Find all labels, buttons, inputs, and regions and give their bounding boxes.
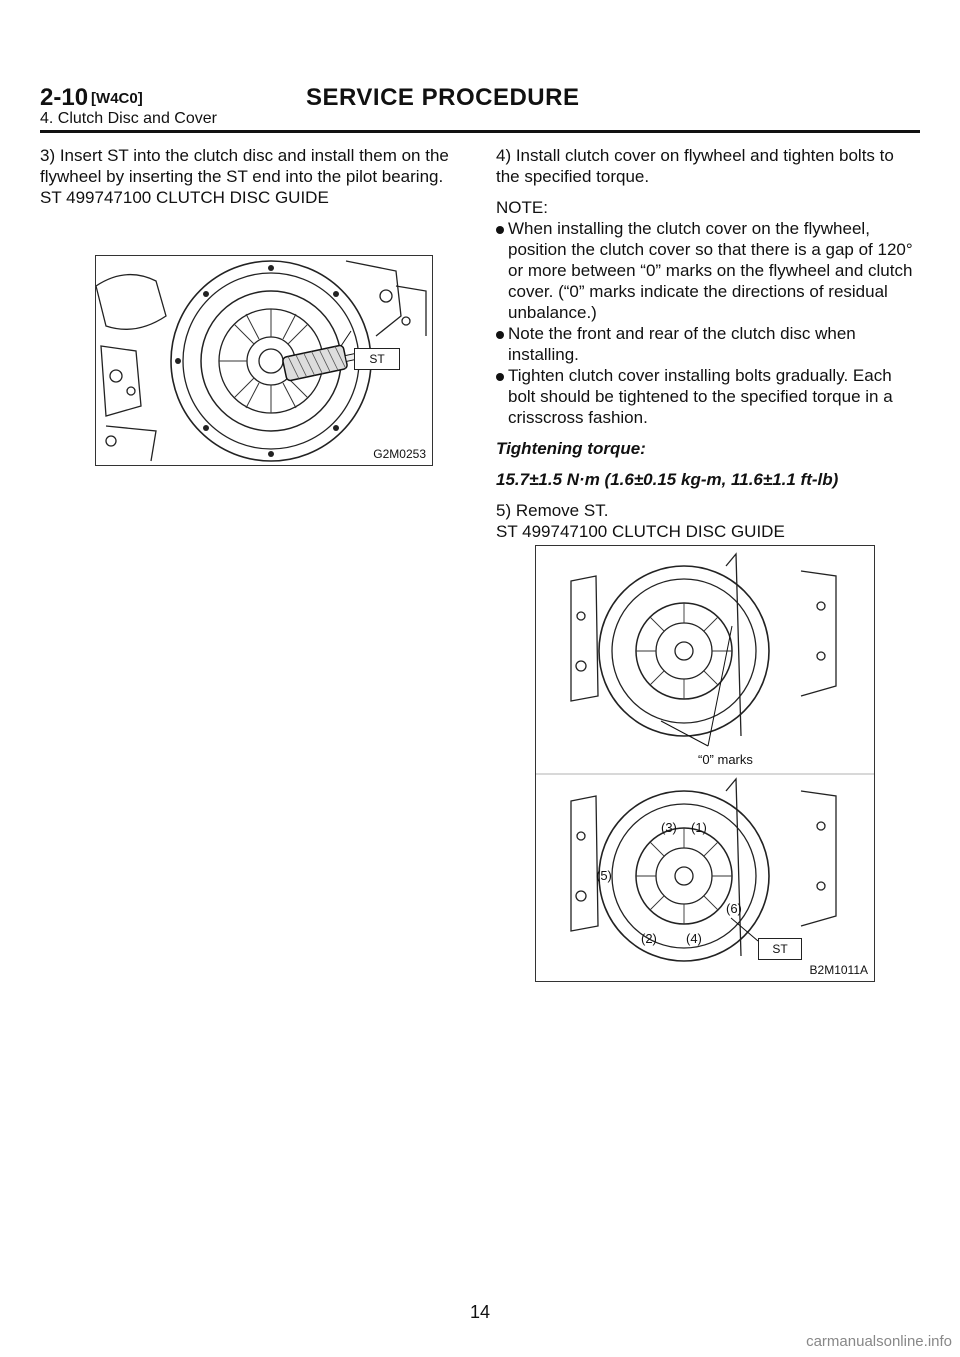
zero-marks-label: “0” marks bbox=[698, 752, 753, 767]
bolt-order-1: (1) bbox=[691, 820, 707, 835]
step-5-text: 5) Remove ST. bbox=[496, 501, 609, 520]
note-label: NOTE: bbox=[496, 198, 548, 217]
page-number: 14 bbox=[469, 1302, 491, 1322]
step-3-text: 3) Insert ST into the clutch disc and install them on the flywheel by inserting the ST end into the pilot bearing. bbox=[40, 146, 449, 186]
figure-id: G2M0253 bbox=[373, 447, 426, 461]
note-bullet: When installing the clutch cover on the flywheel, position the clutch cover so that there is a gap of 120° or more between “0” marks on the flywheel and clutch cover. (“0” marks indicate the directions of residual unbalance.) bbox=[496, 218, 916, 323]
right-column bbox=[496, 145, 916, 552]
note-bullet: Note the front and rear of the clutch disc when installing. bbox=[496, 323, 916, 365]
step-5-tool: ST 499747100 CLUTCH DISC GUIDE bbox=[496, 522, 785, 541]
figure-id: B2M1011A bbox=[809, 963, 868, 977]
bullet-icon bbox=[496, 323, 508, 365]
left-column bbox=[40, 145, 460, 218]
header-rule bbox=[40, 130, 920, 133]
section-ref: [W4C0] bbox=[91, 89, 143, 107]
bolt-order-6: (6) bbox=[726, 901, 742, 916]
section-code: 2-10 [W4C0] bbox=[40, 84, 143, 111]
step-4-text: 4) Install clutch cover on flywheel and tighten bolts to the specified torque. bbox=[496, 146, 894, 186]
watermark: carmanualsonline.info bbox=[806, 1333, 952, 1350]
section-subtitle: 4. Clutch Disc and Cover bbox=[40, 110, 217, 127]
torque-value: 15.7±1.5 N·m (1.6±0.15 kg-m, 11.6±1.1 ft-lb) bbox=[496, 470, 839, 489]
bullet-icon bbox=[496, 365, 508, 428]
st-callout: ST bbox=[354, 348, 400, 370]
bolt-order-3: (3) bbox=[661, 820, 677, 835]
torque-label: Tightening torque: bbox=[496, 439, 646, 458]
bolt-order-4: (4) bbox=[686, 931, 702, 946]
figure-clutch-disc-guide bbox=[95, 255, 433, 466]
section-title: SERVICE PROCEDURE bbox=[306, 84, 580, 111]
bolt-order-5: (5) bbox=[596, 868, 612, 883]
step-3-tool: ST 499747100 CLUTCH DISC GUIDE bbox=[40, 188, 329, 207]
bolt-order-2: (2) bbox=[641, 931, 657, 946]
figure-clutch-cover-marks bbox=[535, 545, 875, 982]
note-bullet: Tighten clutch cover installing bolts gradually. Each bolt should be tightened to the specified torque in a crisscross fashion. bbox=[496, 365, 916, 428]
bullet-icon bbox=[496, 218, 508, 323]
st-callout: ST bbox=[758, 938, 802, 960]
